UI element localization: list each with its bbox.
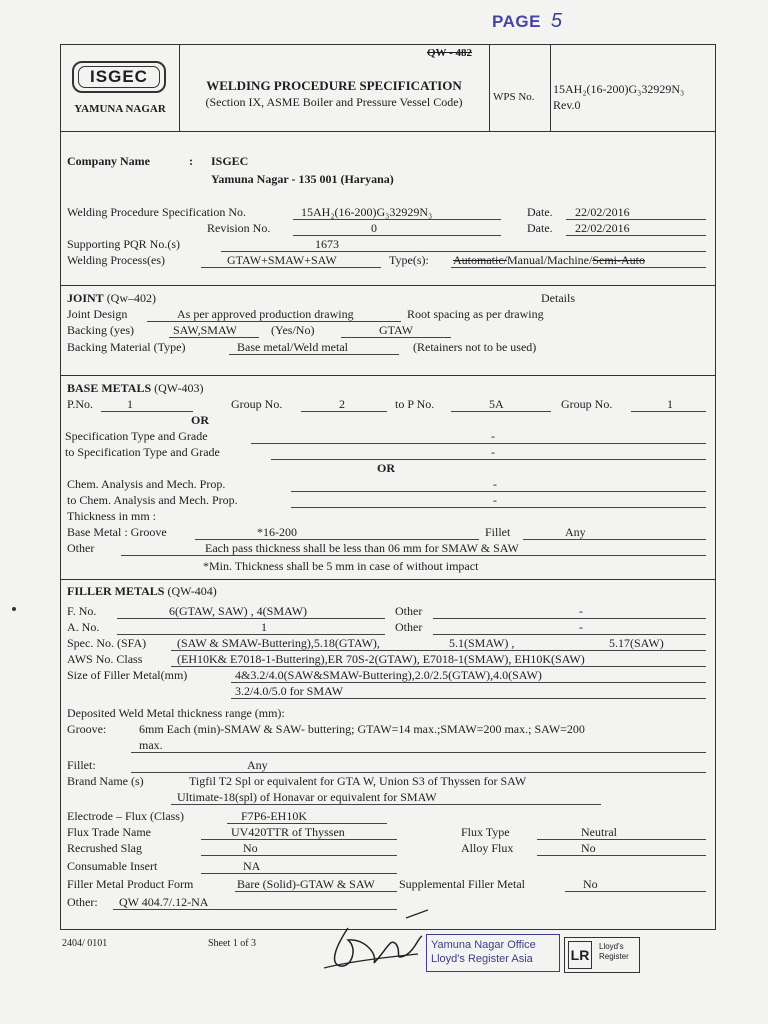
joint-section xyxy=(61,286,715,376)
sheet-number: Sheet 1 of 3 xyxy=(208,938,257,949)
stamp-line-1: Yamuna Nagar Office xyxy=(431,939,536,951)
to-chem-label: to Chem. Analysis and Mech. Prop. xyxy=(67,493,238,507)
revision-value: 0 xyxy=(371,221,377,235)
supplemental-line xyxy=(565,891,706,892)
base-heading: BASE METALS xyxy=(67,381,152,395)
filler-other-label: Other: xyxy=(67,895,98,909)
electrode-label: Electrode – Flux (Class) xyxy=(67,809,184,823)
page-label: PAGE xyxy=(492,12,541,31)
other-value: Each pass thickness shall be less than 06 mm for SMAW & SAW xyxy=(205,541,519,555)
to-chem-value: - xyxy=(493,493,497,507)
company-label: Company Name xyxy=(67,154,150,168)
root-spacing: Root spacing as per drawing xyxy=(407,307,544,321)
flux-type-label: Flux Type xyxy=(461,825,510,839)
form-number: 2404/ 0101 xyxy=(62,938,108,949)
dep-groove-value-1: 6mm Each (min)-SMAW & SAW- buttering; GTAW=14 max.;SMAW=200 max.; SAW=200 xyxy=(139,722,585,736)
backing-no-line xyxy=(341,337,451,338)
filler-code: (QW-404) xyxy=(167,584,217,598)
type-manual: Manual/Machine/ xyxy=(507,253,593,267)
badge-line-2: Register xyxy=(599,952,629,961)
insert-value: NA xyxy=(243,859,261,873)
electrode-value: F7P6-EH10K xyxy=(241,809,308,823)
fno-label: F. No. xyxy=(67,604,97,618)
lloyds-register-badge xyxy=(564,937,640,973)
wps-number xyxy=(553,81,684,113)
stamp-line-2: Lloyd's Register Asia xyxy=(431,953,533,965)
sfa-label: Spec. No. (SFA) xyxy=(67,636,147,650)
filler-heading: FILLER METALS xyxy=(67,584,165,598)
dep-groove-value-2: max. xyxy=(139,738,163,752)
joint-design-label: Joint Design xyxy=(67,307,128,321)
size-value-2: 3.2/4.0/5.0 for SMAW xyxy=(235,684,344,698)
signature-image xyxy=(318,908,428,978)
flux-trade-value: UV420TTR of Thyssen xyxy=(231,825,345,839)
lr-badge-text xyxy=(599,942,629,962)
product-form-label: Filler Metal Product Form xyxy=(67,877,194,891)
chem-line xyxy=(291,491,706,492)
other-label: Other xyxy=(67,541,95,555)
logo-location: YAMUNA NAGAR xyxy=(74,103,166,115)
sfa-line xyxy=(171,650,706,651)
dep-fillet-value: Any xyxy=(247,758,268,772)
alloy-line xyxy=(537,855,706,856)
fno-value: 6(GTAW, SAW) , 4(SMAW) xyxy=(169,604,308,618)
other2-value: - xyxy=(579,620,583,634)
group-label: Group No. xyxy=(231,397,283,411)
to-spec-line xyxy=(271,459,706,460)
wps-label: WPS No. xyxy=(493,91,535,103)
ano-value: 1 xyxy=(261,620,267,634)
sfa-value-1: (SAW & SMAW-Buttering),5.18(GTAW), xyxy=(177,636,380,650)
wps-no-line xyxy=(293,219,501,220)
alloy-value: No xyxy=(581,841,596,855)
backing-value: SAW,SMAW xyxy=(173,323,237,337)
other2-line xyxy=(433,634,706,635)
brand-label: Brand Name (s) xyxy=(67,774,144,788)
backing-no-value: GTAW xyxy=(379,323,414,337)
date-value-1: 22/02/2016 xyxy=(575,205,630,219)
date-label-2: Date. xyxy=(527,221,553,235)
pno-label: P.No. xyxy=(67,397,94,411)
form-code: QW - 482 xyxy=(427,47,473,59)
to-spec-value: - xyxy=(491,445,495,459)
lr-logo-icon: LR xyxy=(568,941,592,969)
dep-fillet-label: Fillet: xyxy=(67,758,96,772)
process-label: Welding Process(es) xyxy=(67,253,166,267)
brand-line xyxy=(171,804,601,805)
aws-label: AWS No. Class xyxy=(67,652,143,666)
joint-heading: JOINT xyxy=(67,291,104,305)
company-address: Yamuna Nagar - 135 001 (Haryana) xyxy=(211,172,394,186)
process-value: GTAW+SMAW+SAW xyxy=(227,253,337,267)
flux-trade-label: Flux Trade Name xyxy=(67,825,151,839)
pqr-value: 1673 xyxy=(315,237,339,251)
groove-line xyxy=(195,539,479,540)
revision-line xyxy=(293,235,501,236)
base-metals-section xyxy=(61,376,715,580)
wps-no-label: Welding Procedure Specification No. xyxy=(67,205,246,219)
retainers-note: (Retainers not to be used) xyxy=(413,340,537,354)
chem-label: Chem. Analysis and Mech. Prop. xyxy=(67,477,226,491)
brand-value-2: Ultimate-18(spl) of Honavar or equivalent for SMAW xyxy=(177,790,437,804)
company-colon: : xyxy=(189,154,193,168)
product-form-value: Bare (Solid)-GTAW & SAW xyxy=(237,877,375,891)
recrushed-label: Recrushed Slag xyxy=(67,841,142,855)
badge-line-1: Lloyd's xyxy=(599,942,624,951)
min-thickness-note: *Min. Thickness shall be 5 mm in case of without impact xyxy=(203,559,479,573)
aws-value: (EH10K& E7018-1-Buttering),ER 70S-2(GTAW), E7018-1(SMAW), EH10K(SAW) xyxy=(177,652,585,666)
filler-heading-line xyxy=(67,584,217,598)
dep-groove-label: Groove: xyxy=(67,722,107,736)
aws-line xyxy=(171,666,706,667)
company-name: ISGEC xyxy=(211,154,249,168)
process-line xyxy=(201,267,381,268)
backing-material-value: Base metal/Weld metal xyxy=(237,340,348,354)
type-label: Type(s): xyxy=(389,253,429,267)
flux-type-line xyxy=(537,839,706,840)
fno-line xyxy=(117,618,385,619)
or-1: OR xyxy=(191,413,209,427)
other1-value: - xyxy=(579,604,583,618)
page-stamp xyxy=(492,10,563,33)
wps-form xyxy=(60,44,716,930)
sfa-value-2: 5.1(SMAW) , xyxy=(449,636,515,650)
size-value-1: 4&3.2/4.0(SAW&SMAW-Buttering),2.0/2.5(GTAW),4.0(SAW) xyxy=(235,668,542,682)
company-section xyxy=(61,131,715,286)
document-subtitle: (Section IX, ASME Boiler and Pressure Vessel Code) xyxy=(205,95,463,109)
product-form-line xyxy=(235,891,397,892)
group2-value: 1 xyxy=(667,397,673,411)
type-line xyxy=(451,267,706,268)
date-line-1 xyxy=(566,219,706,220)
thickness-label: Thickness in mm : xyxy=(67,509,156,523)
groove-value: *16-200 xyxy=(257,525,297,539)
insert-line xyxy=(201,873,397,874)
base-heading-line xyxy=(67,381,203,395)
backing-line xyxy=(169,337,259,338)
alloy-label: Alloy Flux xyxy=(461,841,514,855)
pqr-line xyxy=(221,251,706,252)
or-2: OR xyxy=(377,461,395,475)
pqr-label: Supporting PQR No.(s) xyxy=(67,237,181,251)
wps-number-value: 15AH₂(16-200)G₃32929N₃ xyxy=(553,82,685,96)
fillet-label: Fillet xyxy=(485,525,511,539)
to-spec-label: to Specification Type and Grade xyxy=(65,445,220,459)
wps-label-cell xyxy=(489,45,551,131)
flux-type-value: Neutral xyxy=(581,825,617,839)
size-line-2 xyxy=(231,698,706,699)
backing-material-label: Backing Material (Type) xyxy=(67,340,186,354)
date-line-2 xyxy=(566,235,706,236)
other1-label: Other xyxy=(395,604,423,618)
wps-revision: Rev.0 xyxy=(553,98,581,112)
fillet-value: Any xyxy=(565,525,586,539)
pno-line xyxy=(101,411,193,412)
size-line-1 xyxy=(231,682,706,683)
insert-label: Consumable Insert xyxy=(67,859,158,873)
type-semi: Semi-Auto xyxy=(592,253,645,267)
filler-metals-section xyxy=(61,580,715,931)
to-chem-line xyxy=(291,507,706,508)
size-label: Size of Filler Metal(mm) xyxy=(67,668,188,682)
deposited-label: Deposited Weld Metal thickness range (mm): xyxy=(67,706,285,720)
filler-other-value: QW 404.7/.12-NA xyxy=(119,895,209,909)
joint-design-value: As per approved production drawing xyxy=(177,307,354,321)
ano-label: A. No. xyxy=(67,620,100,634)
spec-value: - xyxy=(491,429,495,443)
groove-label: Base Metal : Groove xyxy=(67,525,167,539)
spec-label: Specification Type and Grade xyxy=(65,429,208,443)
backing-yesno: (Yes/No) xyxy=(271,323,315,337)
flux-trade-line xyxy=(201,839,397,840)
group-value: 2 xyxy=(339,397,345,411)
recrushed-line xyxy=(201,855,397,856)
recrushed-value: No xyxy=(243,841,258,855)
group2-label: Group No. xyxy=(561,397,613,411)
chem-value: - xyxy=(493,477,497,491)
to-pno-value: 5A xyxy=(489,397,504,411)
isgec-logo xyxy=(72,61,166,93)
lloyds-office-stamp xyxy=(426,934,560,972)
title-cell xyxy=(179,45,490,131)
joint-heading-line xyxy=(67,291,156,305)
backing-label: Backing (yes) xyxy=(67,323,134,337)
fillet-line xyxy=(523,539,706,540)
to-pno-line xyxy=(451,411,551,412)
other-line xyxy=(121,555,706,556)
joint-code: (Qw–402) xyxy=(106,291,157,305)
supplemental-value: No xyxy=(583,877,598,891)
brand-value-1: Tigfil T2 Spl or equivalent for GTA W, Union S3 of Thyssen for SAW xyxy=(189,774,527,788)
spec-line xyxy=(251,443,706,444)
date-value-2: 22/02/2016 xyxy=(575,221,630,235)
joint-details: Details xyxy=(541,291,575,305)
ano-line xyxy=(117,634,385,635)
logo-cell xyxy=(61,45,180,131)
type-auto: Automatic/ xyxy=(453,253,507,267)
page-number: 5 xyxy=(550,10,563,32)
base-code: (QW-403) xyxy=(154,381,204,395)
dep-groove-line xyxy=(131,752,706,753)
other2-label: Other xyxy=(395,620,423,634)
group-line xyxy=(301,411,387,412)
electrode-line xyxy=(227,823,387,824)
document-title: WELDING PROCEDURE SPECIFICATION xyxy=(206,78,462,93)
type-values xyxy=(453,253,645,267)
margin-dot xyxy=(12,607,16,611)
joint-design-line xyxy=(147,321,401,322)
sfa-value-3: 5.17(SAW) xyxy=(609,636,664,650)
pno-value: 1 xyxy=(127,397,133,411)
wps-no-value: 15AH₂(16-200)G₃32929N₃ xyxy=(301,205,433,219)
backing-material-line xyxy=(229,354,399,355)
group2-line xyxy=(631,411,706,412)
to-pno-label: to P No. xyxy=(395,397,435,411)
dep-fillet-line xyxy=(131,772,706,773)
form-header xyxy=(61,45,715,132)
logo-text: ISGEC xyxy=(78,66,160,88)
other1-line xyxy=(433,618,706,619)
revision-label: Revision No. xyxy=(207,221,271,235)
supplemental-label: Supplemental Filler Metal xyxy=(399,877,525,891)
date-label-1: Date. xyxy=(527,205,553,219)
